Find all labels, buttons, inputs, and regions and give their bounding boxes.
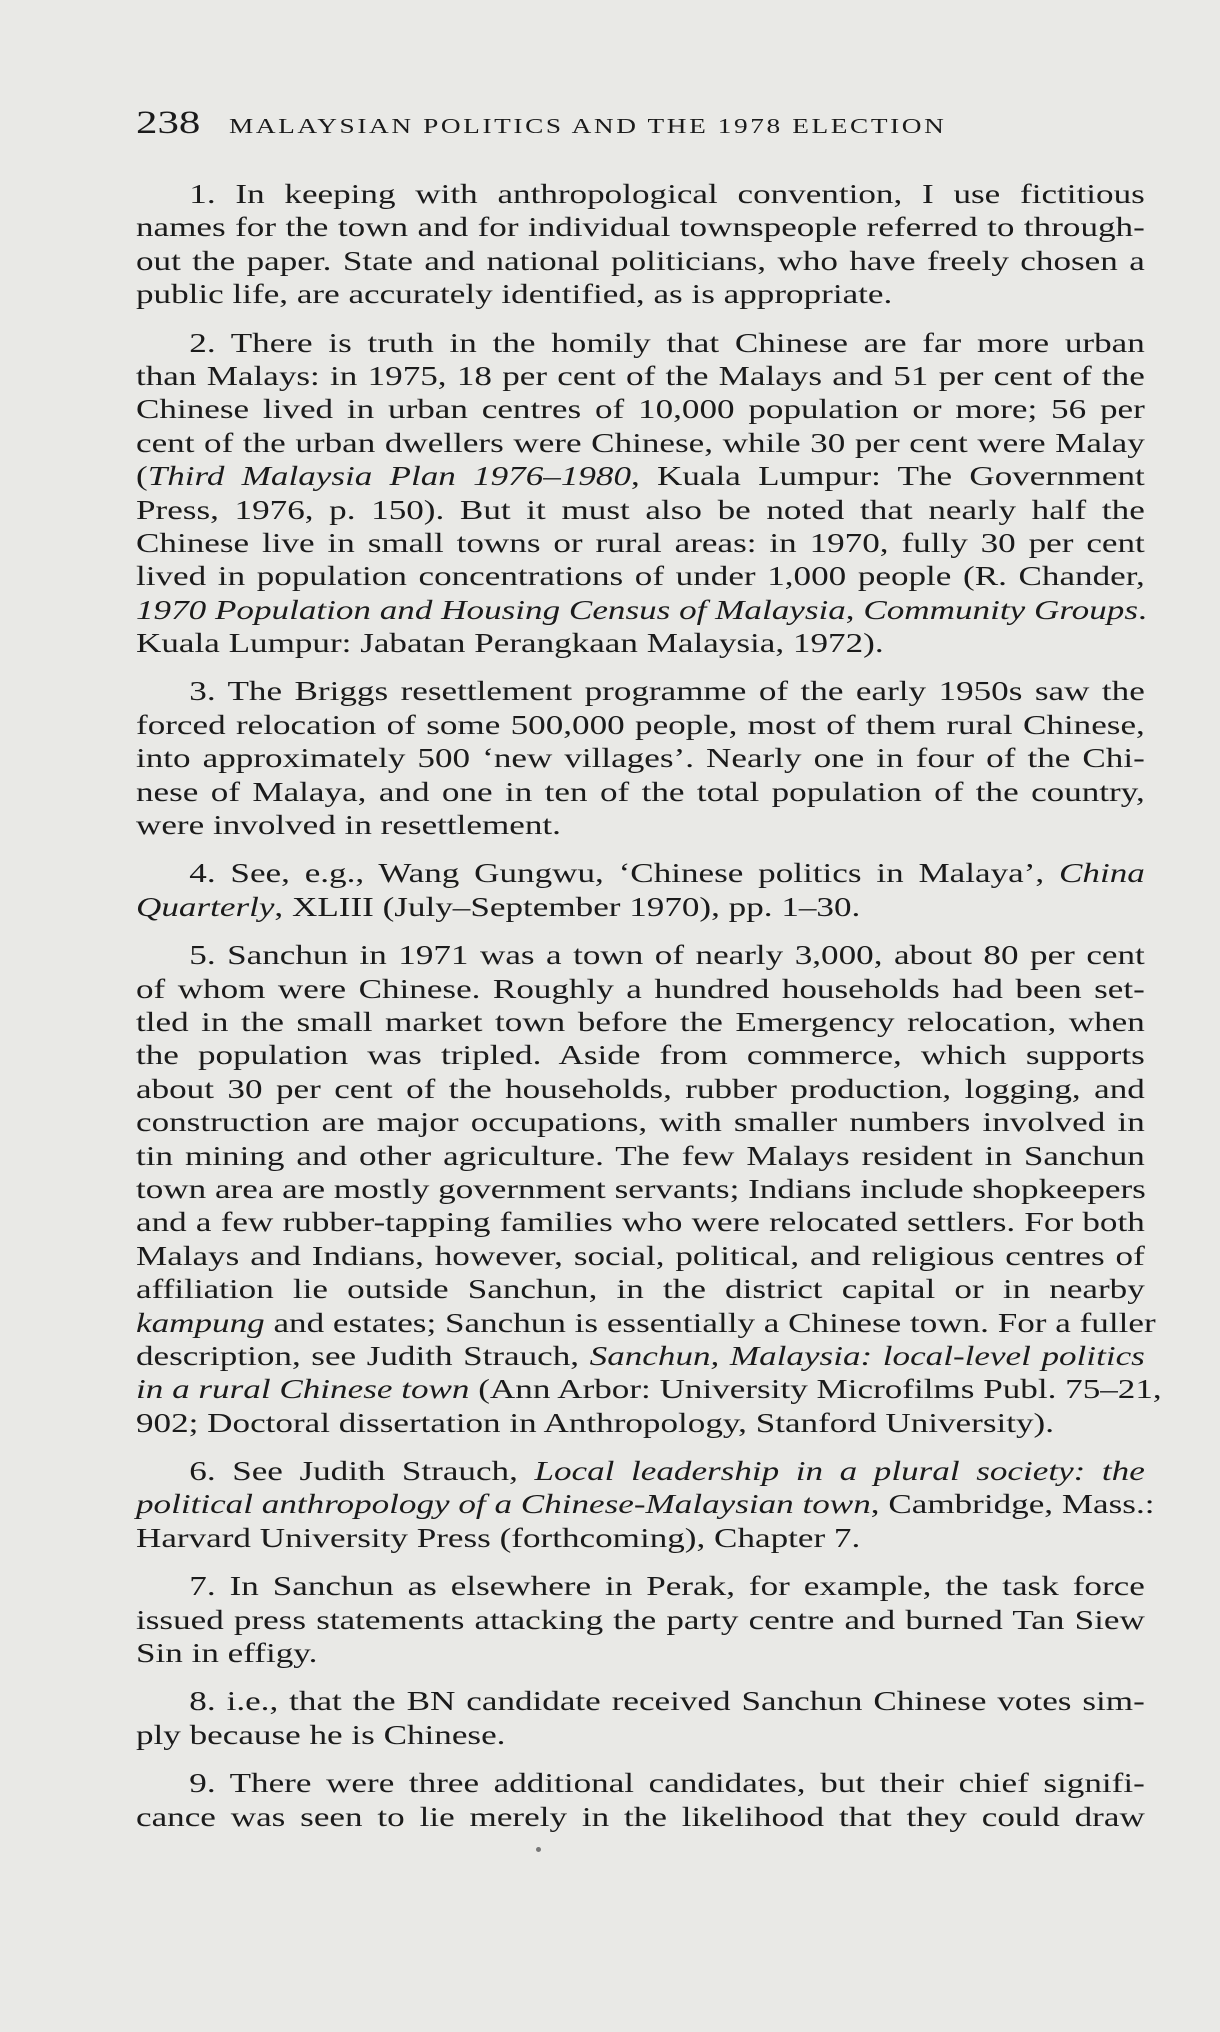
text-line (136, 1073, 1145, 1106)
italic-text: political anthropology of a Chinese-Malaysian town (136, 1489, 871, 1520)
text-line (136, 1307, 1156, 1340)
text-segment: cance was seen to lie merely in the likelihood that they could draw (136, 1801, 1145, 1832)
text-segment: , XLIII (July–September 1970), pp. 1–30. (274, 891, 861, 922)
text-segment: Harvard University Press (forthcoming), Chapter 7. (136, 1522, 861, 1553)
endnote-2 (136, 327, 1145, 661)
text-segment: 5. Sanchun in 1971 was a town of nearly 3,000, about 80 per cent (189, 940, 1145, 971)
text-segment: 902; Doctoral dissertation in Anthropology, Stanford University). (136, 1407, 1055, 1438)
endnote-9 (136, 1767, 1145, 1834)
italic-text: Local leadership in a plural society: the (534, 1456, 1145, 1487)
text-line (136, 809, 1145, 842)
text-line (136, 560, 1145, 593)
text-line (136, 1604, 1145, 1637)
text-segment: into approximately 500 ‘new villages’. Nearly one in four of the Chi- (136, 743, 1145, 774)
endnotes (136, 178, 1162, 1834)
text-line (136, 1340, 1145, 1373)
italic-text: Community Groups (863, 594, 1138, 625)
italic-text: Quarterly (136, 891, 275, 922)
text-line (136, 891, 1145, 924)
italic-text: Sanchun, Malaysia: local-level politics (589, 1340, 1145, 1371)
text-line (136, 245, 1145, 278)
endnote-8 (136, 1685, 1145, 1752)
text-line (136, 1273, 1145, 1306)
text-line (136, 360, 1145, 393)
text-segment: 4. See, e.g., Wang Gungwu, ‘Chinese politics in Malaya’, (189, 858, 1059, 889)
text-segment: about 30 per cent of the households, rubber production, logging, and (136, 1073, 1145, 1104)
text-line (136, 527, 1145, 560)
text-segment: , Kuala Lumpur: The Government (631, 461, 1145, 492)
text-line (136, 1801, 1145, 1834)
text-line (136, 857, 1145, 890)
text-line (136, 1206, 1145, 1239)
text-line (136, 594, 1145, 627)
text-segment: and estates; Sanchun is essentially a Chinese town. For a fuller (264, 1307, 1156, 1338)
text-line (136, 494, 1145, 527)
endnote-4 (136, 857, 1145, 924)
text-line (136, 1407, 1145, 1440)
text-segment: 1. In keeping with anthropological convention, I use fictitious (189, 179, 1145, 209)
text-line (136, 1719, 1145, 1752)
endnote-5 (136, 939, 1162, 1440)
text-segment: Chinese lived in urban centres of 10,000 population or more; 56 per (136, 394, 1145, 425)
text-segment: tin mining and other agriculture. The few Malays resident in Sanchun (136, 1140, 1145, 1171)
text-segment: 3. The Briggs resettlement programme of the early 1950s saw the (189, 676, 1145, 707)
endnote-1 (136, 178, 1145, 312)
text-line (136, 1455, 1145, 1488)
text-line (136, 1140, 1145, 1173)
text-segment: description, see Judith Strauch, (136, 1340, 590, 1371)
text-line (136, 393, 1145, 426)
text-segment: 7. In Sanchun as elsewhere in Perak, for example, the task force (189, 1571, 1145, 1602)
scan-smudge (536, 1847, 541, 1852)
text-segment: , (845, 594, 864, 625)
text-segment: than Malays: in 1975, 18 per cent of the Malays and 51 per cent of the (136, 360, 1145, 391)
text-segment: issued press statements attacking the party centre and burned Tan Siew (136, 1604, 1145, 1635)
text-segment: 6. See Judith Strauch, (189, 1456, 535, 1487)
text-line (136, 1039, 1145, 1072)
italic-text: China (1058, 858, 1145, 889)
page-header (136, 103, 946, 149)
text-segment: affiliation lie outside Sanchun, in the district capital or in nearby (136, 1274, 1145, 1305)
text-segment: out the paper. State and national politicians, who have freely chosen a (136, 245, 1145, 276)
text-line (136, 427, 1145, 460)
text-line (136, 1106, 1145, 1139)
italic-text: in a rural Chinese town (136, 1374, 470, 1405)
text-segment: ( (136, 461, 148, 492)
text-line (136, 939, 1145, 972)
text-segment: tled in the small market town before the Emergency relocation, when (136, 1006, 1145, 1037)
text-line (136, 627, 1145, 660)
text-segment: of whom were Chinese. Roughly a hundred households had been set- (136, 973, 1145, 1004)
italic-text: Third Malaysia Plan 1976–1980 (147, 461, 632, 492)
text-line (136, 973, 1145, 1006)
text-line (136, 1488, 1155, 1521)
text-segment: Chinese live in small towns or rural areas: in 1970, fully 30 per cent (136, 527, 1145, 558)
text-line (136, 1173, 1145, 1206)
text-segment: Press, 1976, p. 150). But it must also be noted that nearly half the (136, 494, 1145, 525)
text-line (136, 1240, 1145, 1273)
text-line (136, 1570, 1145, 1603)
endnote-3 (136, 675, 1145, 842)
text-segment: names for the town and for individual townspeople referred to through- (136, 212, 1145, 243)
text-segment: 8. i.e., that the BN candidate received Sanchun Chinese votes sim- (189, 1686, 1145, 1717)
text-line (136, 327, 1145, 360)
text-segment: Malays and Indians, however, social, political, and religious centres of (136, 1240, 1145, 1271)
text-segment: cent of the urban dwellers were Chinese, while 30 per cent were Malay (136, 427, 1145, 458)
text-segment: public life, are accurately identified, as is appropriate. (136, 279, 893, 310)
text-segment: and a few rubber-tapping families who were relocated settlers. For both (136, 1207, 1145, 1238)
text-segment: 2. There is truth in the homily that Chinese are far more urban (189, 327, 1145, 358)
page-number: 238 (136, 105, 201, 141)
text-line (136, 742, 1145, 775)
italic-text: kampung (136, 1307, 265, 1338)
text-line (136, 1373, 1162, 1406)
text-segment: 9. There were three additional candidates, but their chief signifi- (189, 1768, 1145, 1799)
text-segment: (Ann Arbor: University Microfilms Publ. 75–21, (469, 1374, 1162, 1405)
text-line (136, 211, 1145, 244)
text-segment: Sin in effigy. (136, 1638, 318, 1669)
text-line (136, 460, 1145, 493)
text-segment: construction are major occupations, with smaller numbers involved in (136, 1107, 1145, 1138)
text-segment: nese of Malaya, and one in ten of the total population of the country, (136, 776, 1145, 807)
text-line (136, 1685, 1145, 1718)
text-segment: . (1137, 594, 1147, 625)
text-line (136, 1767, 1145, 1800)
text-segment: Kuala Lumpur: Jabatan Perangkaan Malaysia, 1972). (136, 628, 884, 659)
text-line (136, 1637, 1145, 1670)
text-line (136, 709, 1145, 742)
text-line (136, 776, 1145, 809)
text-line (136, 1522, 1145, 1555)
text-segment: ply because he is Chinese. (136, 1719, 506, 1750)
endnote-7 (136, 1570, 1145, 1670)
text-segment: were involved in resettlement. (136, 810, 561, 841)
text-segment: the population was tripled. Aside from commerce, which supports (136, 1040, 1145, 1071)
text-segment: town area are mostly government servants; Indians include shopkeepers (136, 1173, 1146, 1204)
text-line (136, 278, 1145, 311)
text-segment: , Cambridge, Mass.: (870, 1489, 1155, 1520)
italic-text: 1970 Population and Housing Census of Malaysia (136, 594, 846, 625)
endnote-6 (136, 1455, 1155, 1555)
running-title: MALAYSIAN POLITICS AND THE 1978 ELECTION (228, 114, 947, 138)
text-segment: forced relocation of some 500,000 people, most of them rural Chinese, (136, 709, 1145, 740)
text-line (136, 675, 1145, 708)
text-segment: lived in population concentrations of under 1,000 people (R. Chander, (136, 561, 1145, 592)
text-line (136, 1006, 1145, 1039)
text-line (136, 178, 1145, 211)
